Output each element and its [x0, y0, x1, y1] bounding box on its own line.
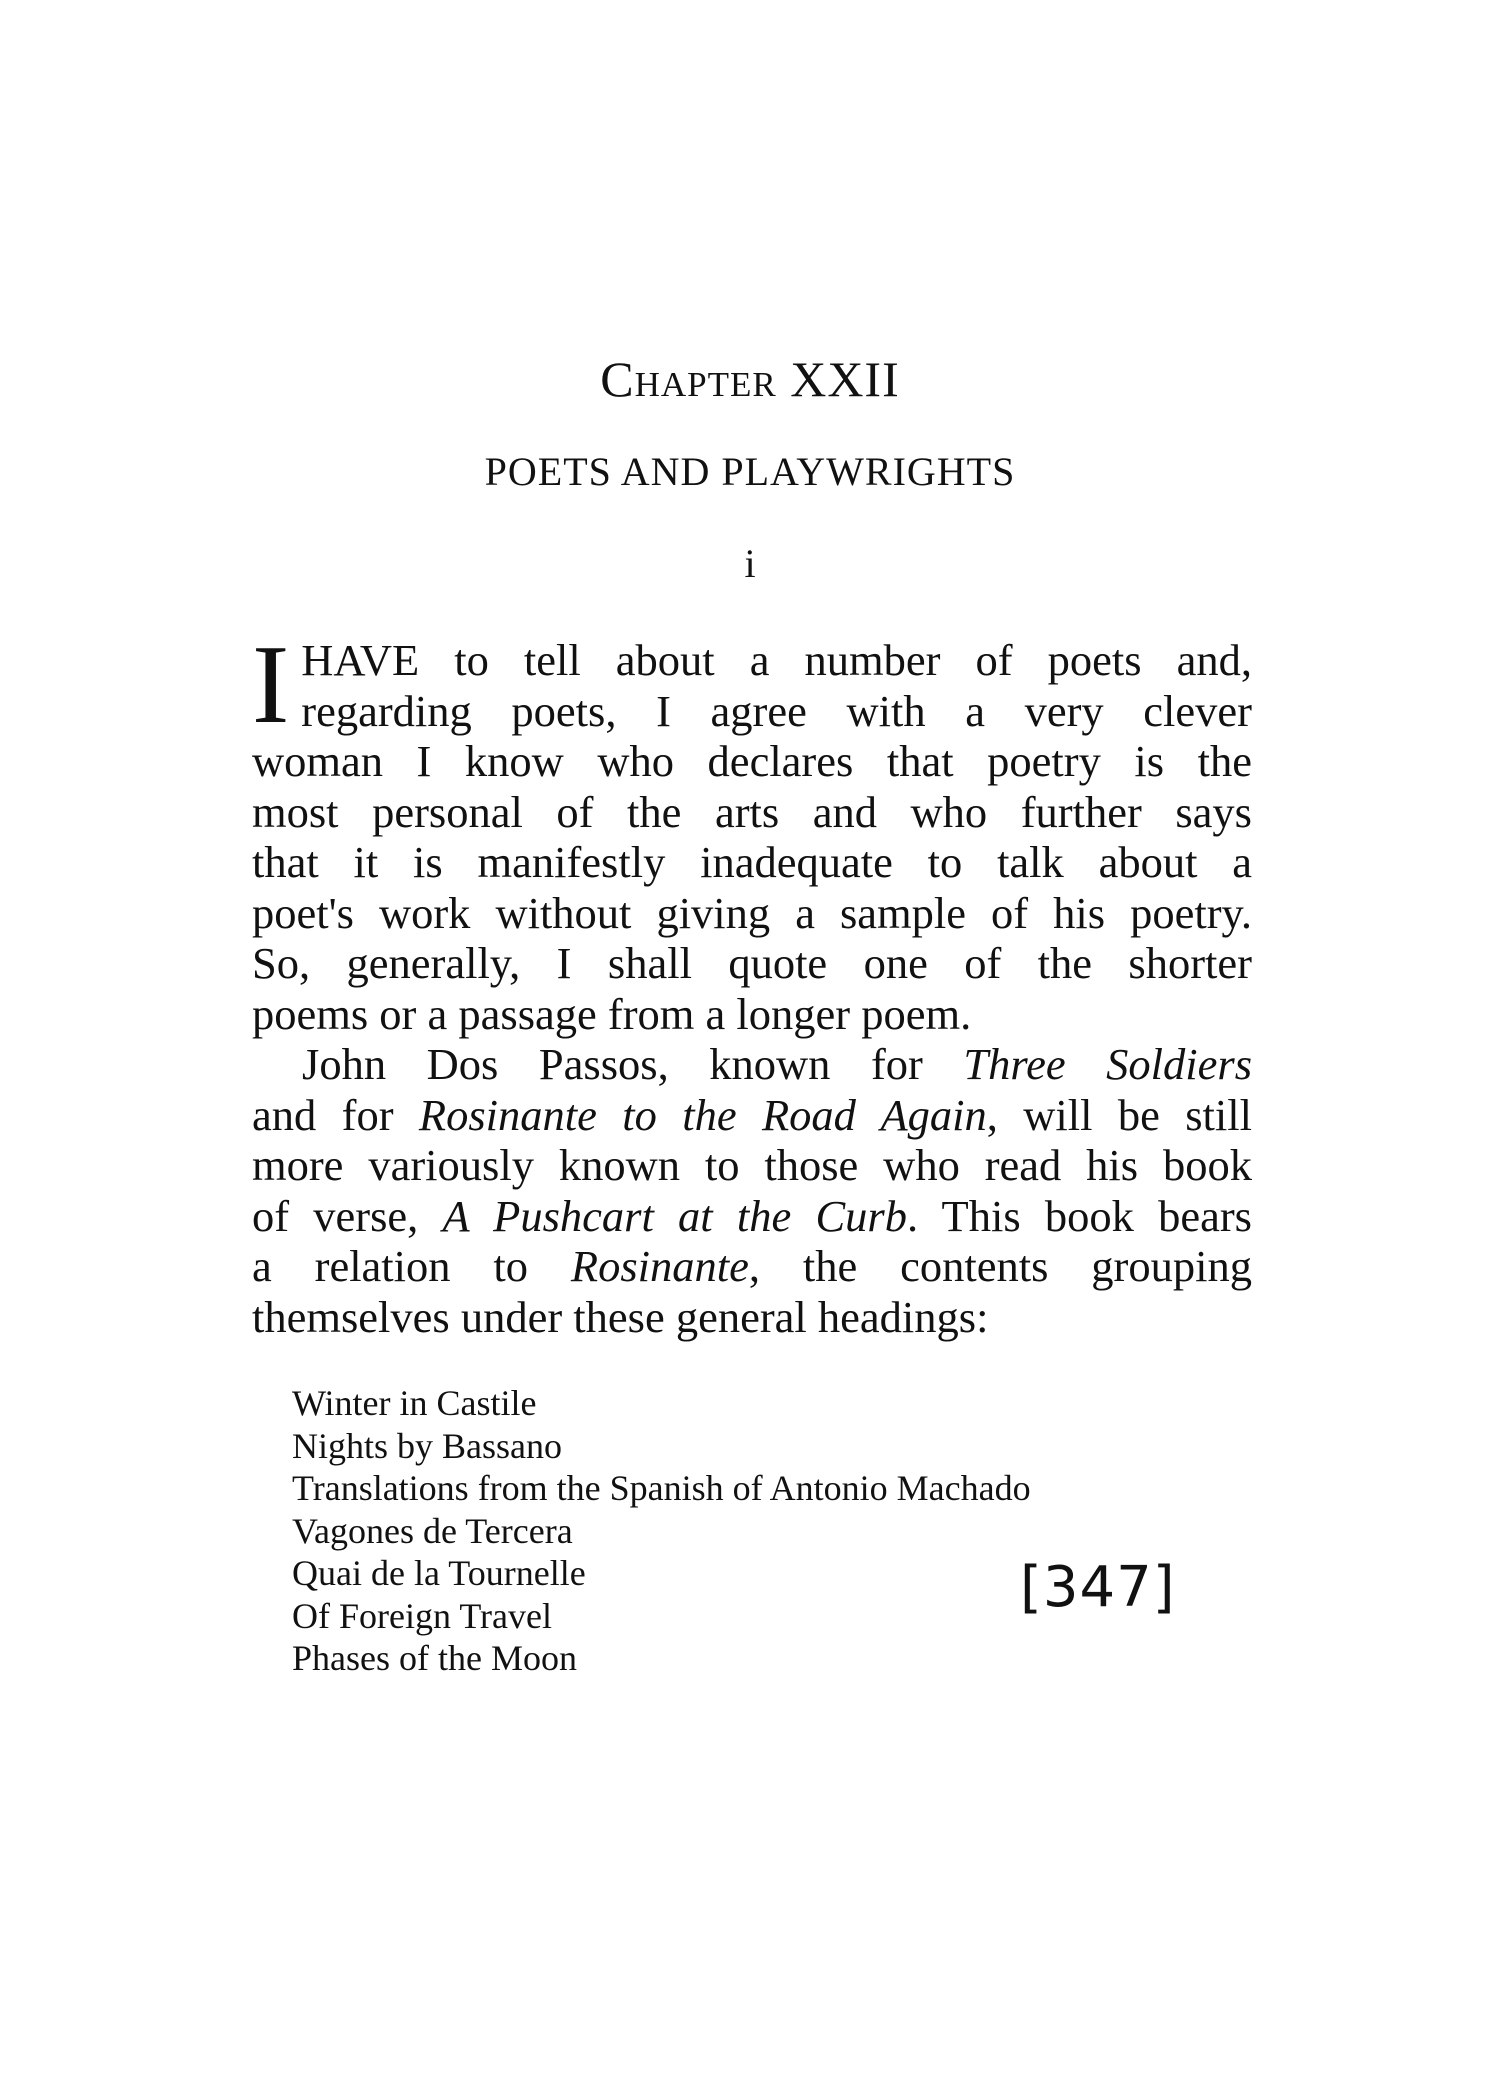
book-title-italic: A Pushcart at the Curb [442, 1190, 907, 1241]
text-line: woman I know who declares that poetry is the [252, 736, 1252, 786]
book-title-italic: Rosinante to the Road Again [418, 1089, 987, 1140]
text-line: more variously known to those who read his book [252, 1140, 1252, 1190]
body-text [252, 623, 1253, 1342]
list-item: Phases of the Moon [292, 1638, 577, 1678]
chapter-heading [250, 350, 1250, 408]
drop-cap: I [252, 623, 290, 747]
chapter-title: POETS AND PLAYWRIGHTS [484, 449, 1016, 494]
text-run: . This book bears [907, 1190, 1253, 1241]
chapter-numeral: XXII [790, 351, 900, 407]
text-line: poems or a passage from a longer poem. [252, 988, 972, 1039]
text-line: HAVE to tell about a number of poets and, [301, 635, 1252, 685]
text-line: regarding poets, I agree with a very clever [301, 685, 1252, 736]
text-run: and for [252, 1089, 419, 1140]
chapter-label: Chapter [600, 351, 777, 407]
text-run: , will be still [986, 1089, 1253, 1140]
text-line [252, 1241, 1252, 1292]
text-run: of verse, [252, 1190, 443, 1241]
section-number: i [744, 541, 756, 586]
text-line: So, generally, I shall quote one of the shorter [252, 938, 1252, 988]
text-line [252, 1039, 1252, 1090]
text-line [252, 1090, 1252, 1141]
book-title-italic: Three Soldiers [963, 1039, 1253, 1089]
text-line: most personal of the arts and who further says [252, 786, 1252, 837]
list-item: Translations from the Spanish of Antonio Machado [292, 1468, 1031, 1508]
text-line: that it is manifestly inadequate to talk about a [252, 837, 1252, 887]
contents-list [292, 1382, 1031, 1680]
text-line: themselves under these general headings: [252, 1291, 989, 1342]
list-item: Quai de la Tournelle [292, 1553, 586, 1593]
text-run: a relation to [252, 1241, 571, 1291]
page-number: [347] [1020, 1555, 1176, 1620]
list-item: Winter in Castile [292, 1383, 537, 1423]
list-item: Of Foreign Travel [292, 1595, 552, 1636]
book-title-italic: Rosinante [570, 1241, 749, 1291]
text-line: poet's work without giving a sample of his poetry. [252, 887, 1252, 938]
text-run: John Dos Passos, known for [302, 1039, 964, 1089]
text-run: , the contents grouping [748, 1241, 1252, 1291]
list-item: Nights by Bassano [292, 1425, 562, 1466]
list-item: Vagones de Tercera [292, 1510, 573, 1551]
text-line [252, 1191, 1252, 1242]
